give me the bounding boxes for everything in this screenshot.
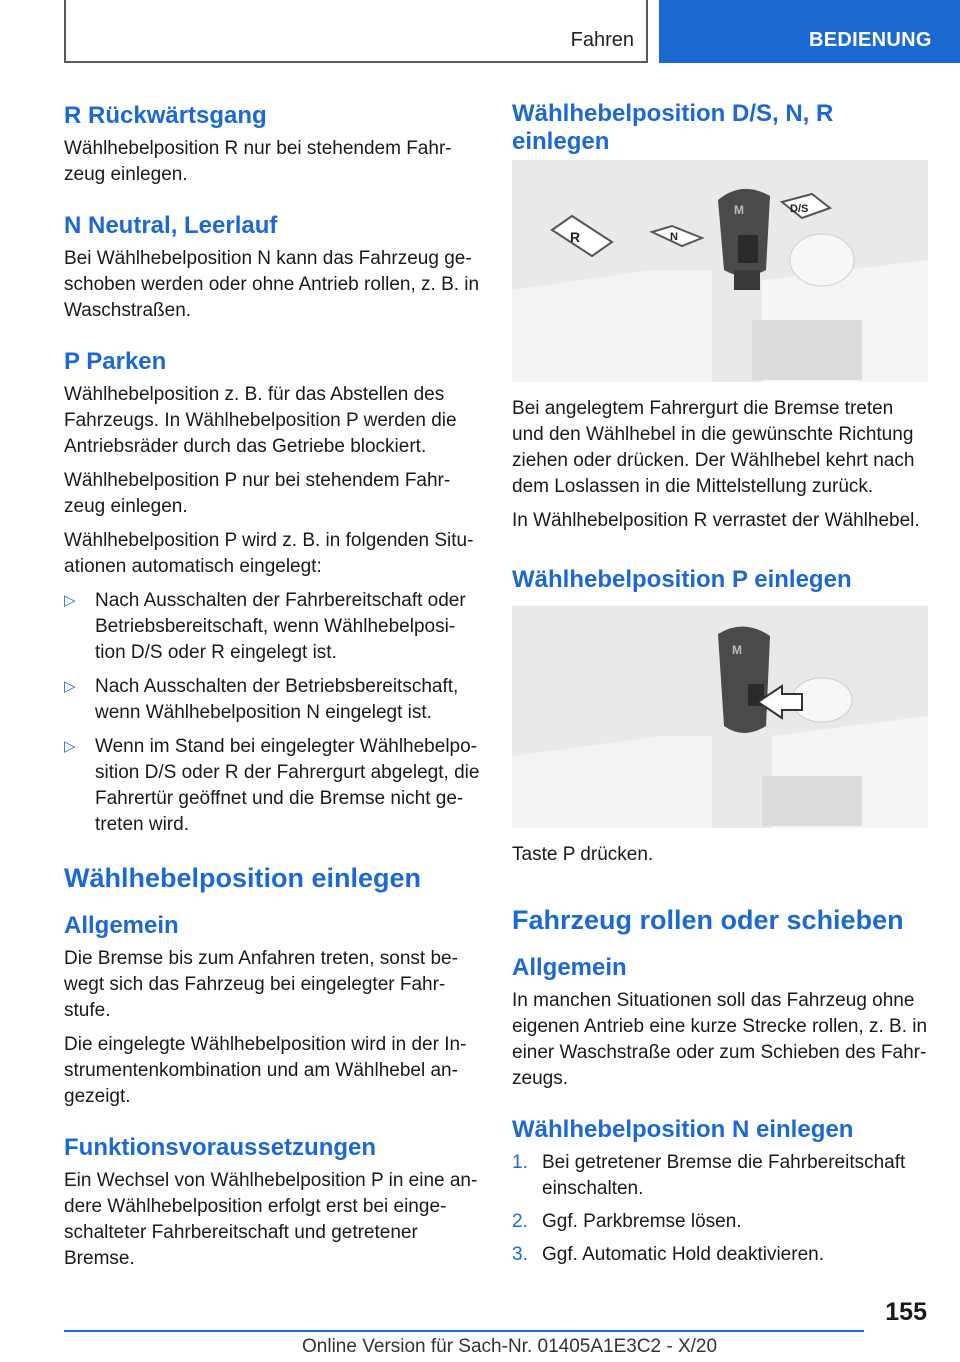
paragraph-roll: In manchen Situationen soll das Fahrzeug ohne eigenen Antrieb eine kurze Strecke rollen, z. B. in einer Waschstraße oder zum Schieben des Fahr-zeugs. (512, 990, 928, 1089)
header-section-title: Fahren (570, 29, 634, 51)
paragraph-general-1: Die Bremse bis zum Anfahren treten, sonst be-wegt sich das Fahrzeug bei eingelegter Fahr-stufe. (64, 948, 458, 1021)
heading-select-position: Wählhebelposition einlegen (64, 863, 422, 893)
fig1-label-r: R (570, 229, 581, 245)
auto-park-list (64, 588, 482, 838)
list-item: 3. Ggf. Automatic Hold deaktivieren. (512, 1242, 930, 1268)
heading-select-n: Wählhebelposition N einlegen (512, 1116, 854, 1143)
heading-select-p: Wählhebelposition P einlegen (512, 566, 852, 593)
step-number: 3. (512, 1244, 528, 1265)
footer-version-text: Online Version für Sach-Nr. 01405A1E3C2 - X/20 (302, 1336, 718, 1357)
paragraph-p-2: Wählhebelposition P nur bei stehendem Fahr-zeug einlegen. (64, 470, 451, 517)
paragraph-p-3: Wählhebelposition P wird z. B. in folgenden Situ-ationen automatisch eingelegt: (64, 530, 474, 577)
heading-r-reverse: R Rückwärtsgang (64, 102, 267, 129)
paragraph-n: Bei Wählhebelposition N kann das Fahrzeug ge-schoben werden oder ohne Antrieb rollen, z. B. in Waschstraßen. (64, 248, 480, 321)
heading-general-right: Allgemein (512, 954, 627, 981)
paragraph-requirements: Ein Wechsel von Wählhebelposition P in eine an-dere Wählhebelposition erfolgt erst bei einge-schalteter Fahrbereitschaft und getretener Bremse. (64, 1170, 478, 1269)
heading-select-dsnr: Wählhebelposition D/S, N, R einlegen (512, 100, 834, 155)
paragraph-p-1: Wählhebelposition z. B. für das Abstellen des Fahrzeugs. In Wählhebelposition P werden die Antriebsräder durch das Getriebe blockiert. (64, 384, 457, 457)
list-item: ▷ Wenn im Stand bei eingelegter Wählhebelpo-sition D/S oder R der Fahrergurt abgelegt, die Fahrertür geöffnet und die Bremse nicht ge-treten wird. (64, 736, 480, 835)
heading-roll-push: Fahrzeug rollen oder schieben (512, 905, 904, 935)
left-column (64, 100, 482, 1280)
heading-general: Allgemein (64, 912, 179, 939)
fig1-label-m: M (734, 203, 744, 217)
paragraph-r: Wählhebelposition R nur bei stehendem Fahr-zeug einlegen. (64, 138, 452, 185)
list-item: 2. Ggf. Parkbremse lösen. (512, 1209, 930, 1235)
header-chapter-title: BEDIENUNG (809, 29, 932, 51)
heading-p-park: P Parken (64, 348, 167, 375)
header-section-box (64, 0, 648, 63)
paragraph-general-2: Die eingelegte Wählhebelposition wird in der In-strumentenkombination und am Wählhebel an-gezeigt. (64, 1034, 467, 1107)
paragraph-press-p: Taste P drücken. (512, 844, 654, 865)
triangle-bullet-icon: ▷ (64, 738, 76, 755)
triangle-bullet-icon: ▷ (64, 678, 76, 695)
paragraph-dsnr-2: In Wählhebelposition R verrastet der Wählhebel. (512, 510, 920, 531)
triangle-bullet-icon: ▷ (64, 592, 76, 609)
list-item: 1. Bei getretener Bremse die Fahrbereitschaft einschalten. (512, 1152, 906, 1199)
p-button-figure (512, 606, 928, 828)
step-number: 2. (512, 1211, 528, 1232)
list-item: ▷ Nach Ausschalten der Betriebsbereitschaft, wenn Wählhebelposition N eingelegt ist. (64, 676, 459, 723)
right-column (512, 100, 930, 1275)
fig1-label-n: N (670, 231, 678, 243)
step-number: 1. (512, 1152, 528, 1173)
footer-rule (64, 1330, 864, 1332)
steps-list (512, 1150, 930, 1268)
paragraph-dsnr-1: Bei angelegtem Fahrergurt die Bremse treten und den Wählhebel in die gewünschte Richtung ziehen oder drücken. Der Wählhebel kehrt nach dem Loslassen in die Mittelstellung zurück. (512, 398, 915, 497)
page-number: 155 (885, 1298, 927, 1326)
fig2-label-m: M (732, 643, 742, 657)
header-chapter-tab (659, 0, 960, 63)
list-item: ▷ Nach Ausschalten der Fahrbereitschaft oder Betriebsbereitschaft, wenn Wählhebelposi-tion D/S oder R eingelegt ist. (64, 590, 466, 663)
fig1-label-ds: D/S (790, 203, 809, 215)
heading-requirements: Funktionsvoraussetzungen (64, 1134, 377, 1161)
heading-n-neutral: N Neutral, Leerlauf (64, 212, 278, 239)
gear-selector-figure (512, 160, 928, 382)
